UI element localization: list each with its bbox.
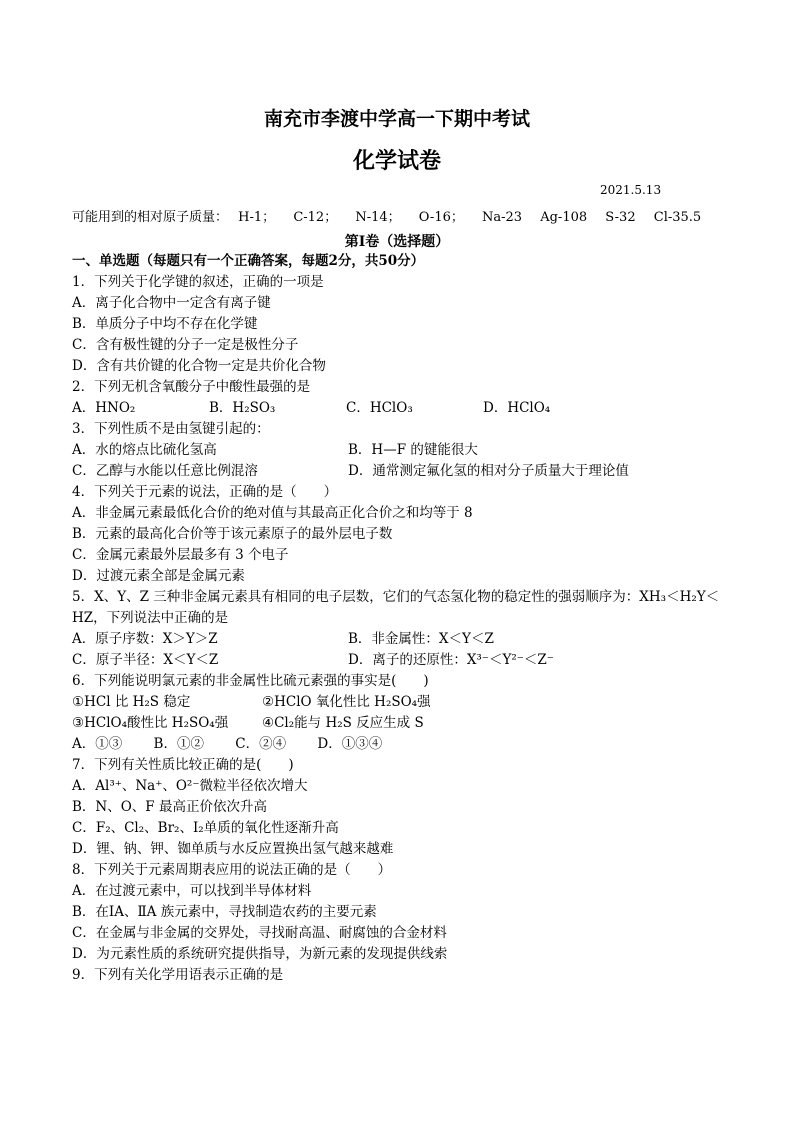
q8-option-d: D．为元素性质的系统研究提供指导，为新元素的发现提供线索 [72, 946, 448, 962]
exam-title: 南充市李渡中学高一下期中考试 [263, 108, 530, 130]
q2-option-b: B．H₂SO₃ [209, 400, 276, 416]
q8-stem: 8．下列关于元素周期表应用的说法正确的是（ ） [72, 862, 392, 878]
q5-row-ab [72, 629, 732, 650]
q9-stem: 9．下列有关化学用语表示正确的是 [72, 967, 284, 983]
q5-option-c: C．原子半径：X＜Y＜Z [72, 652, 219, 668]
q5-row-cd [72, 650, 732, 671]
q3-row-cd [72, 461, 732, 482]
mass-h: H-1； [238, 210, 276, 225]
mass-ag: Ag-108 [540, 210, 588, 225]
q7-option-c: C．F₂、Cl₂、Br₂、I₂单质的氧化性逐渐升高 [72, 820, 339, 836]
q1-option-a: A．离子化合物中一定含有离子键 [72, 295, 271, 311]
q3-option-a: A．水的熔点比硫化氢高 [72, 442, 217, 458]
mass-c: C-12； [293, 210, 338, 225]
section-title: 第Ⅰ卷（选择题） [344, 234, 450, 250]
q4-option-a: A．非金属元素最低化合价的绝对值与其最高正化合价之和均等于 8 [72, 505, 473, 521]
mass-s: S-32 [605, 210, 636, 225]
q6-statement-1: ①HCl 比 H₂S 稳定 [72, 694, 191, 710]
q2-option-d: D．HClO₄ [483, 400, 551, 416]
q2-stem: 2．下列无机含氧酸分子中酸性最强的是 [72, 379, 311, 395]
q4-option-b: B．元素的最高化合价等于该元素原子的最外层电子数 [72, 526, 393, 542]
mass-o: O-16； [418, 210, 464, 225]
q5-option-d: D．离子的还原性：X³⁻＜Y²⁻＜Z⁻ [348, 652, 554, 668]
mass-n: N-14； [355, 210, 401, 225]
q6-stem: 6．下列能说明氯元素的非金属性比硫元素强的事实是( ) [72, 673, 429, 689]
q3-option-c: C．乙醇与水能以任意比例混溶 [72, 463, 258, 479]
q6-statement-3: ③HClO₄酸性比 H₂SO₄强 [72, 715, 229, 731]
q7-option-b: B．N、O、F 最高正价依次升高 [72, 799, 267, 815]
atomic-masses [72, 206, 715, 225]
q2-option-a: A．HNO₂ [72, 400, 136, 416]
q6-option-a: A．①③ [72, 736, 123, 752]
mass-na: Na-23 [482, 210, 523, 225]
subject-title: 化学试卷 [352, 148, 441, 174]
q2-option-c: C．HClO₃ [346, 400, 413, 416]
mass-cl: Cl-35.5 [653, 210, 702, 225]
exam-date: 2021.5.13 [600, 183, 662, 197]
part-heading: 一、单选题（每题只有一个正确答案，每题2分，共50分） [72, 253, 425, 269]
q1-stem: 1．下列关于化学键的叙述，正确的一项是 [72, 274, 324, 290]
q6-statement-4: ④Cl₂能与 H₂S 反应生成 S [262, 715, 424, 731]
q4-option-c: C．金属元素最外层最多有 3 个电子 [72, 547, 289, 563]
q4-option-d: D．过渡元素全部是金属元素 [72, 568, 245, 584]
q6-option-d: D．①③④ [317, 736, 383, 752]
q7-option-a: A．Al³⁺、Na⁺、O²⁻微粒半径依次增大 [72, 778, 308, 794]
q5-stem-line1: 5．X、Y、Z 三种非金属元素具有相同的电子层数，它们的气态氢化物的稳定性的强弱顺序为：XH₃＜H₂Y＜ [72, 589, 720, 605]
q1-option-c: C．含有极性键的分子一定是极性分子 [72, 337, 299, 353]
q1-option-b: B．单质分子中均不存在化学键 [72, 316, 258, 332]
q5-option-b: B．非金属性：X＜Y＜Z [348, 631, 494, 647]
q6-statements-row1 [72, 692, 732, 713]
q3-option-b: B．H—F 的键能很大 [348, 442, 478, 458]
q8-option-b: B．在ⅠA、ⅡA 族元素中，寻找制造农药的主要元素 [72, 904, 377, 920]
q6-options [72, 734, 732, 755]
q2-options [72, 398, 732, 419]
q7-option-d: D．锂、钠、钾、铷单质与水反应置换出氢气越来越难 [72, 841, 394, 857]
q8-option-c: C．在金属与非金属的交界处，寻找耐高温、耐腐蚀的合金材料 [72, 925, 447, 941]
question-list [72, 251, 732, 986]
q4-stem: 4．下列关于元素的说法，正确的是（ ） [72, 484, 338, 500]
masses-label: 可能用到的相对原子质量： [72, 210, 229, 225]
q3-stem: 3．下列性质不是由氢键引起的： [72, 421, 270, 437]
q6-option-b: B．①② [153, 736, 204, 752]
q5-stem-line2: HZ，下列说法中正确的是 [72, 610, 229, 626]
q6-statements-row2 [72, 713, 732, 734]
q5-option-a: A．原子序数：X＞Y＞Z [72, 631, 218, 647]
q3-row-ab [72, 440, 732, 461]
q6-option-c: C．②④ [235, 736, 287, 752]
q3-option-d: D．通常测定氟化氢的相对分子质量大于理论值 [348, 463, 629, 479]
q1-option-d: D．含有共价键的化合物一定是共价化合物 [72, 358, 326, 374]
q6-statement-2: ②HClO 氧化性比 H₂SO₄强 [262, 694, 431, 710]
q8-option-a: A．在过渡元素中，可以找到半导体材料 [72, 883, 312, 899]
q7-stem: 7．下列有关性质比较正确的是( ) [72, 757, 294, 773]
